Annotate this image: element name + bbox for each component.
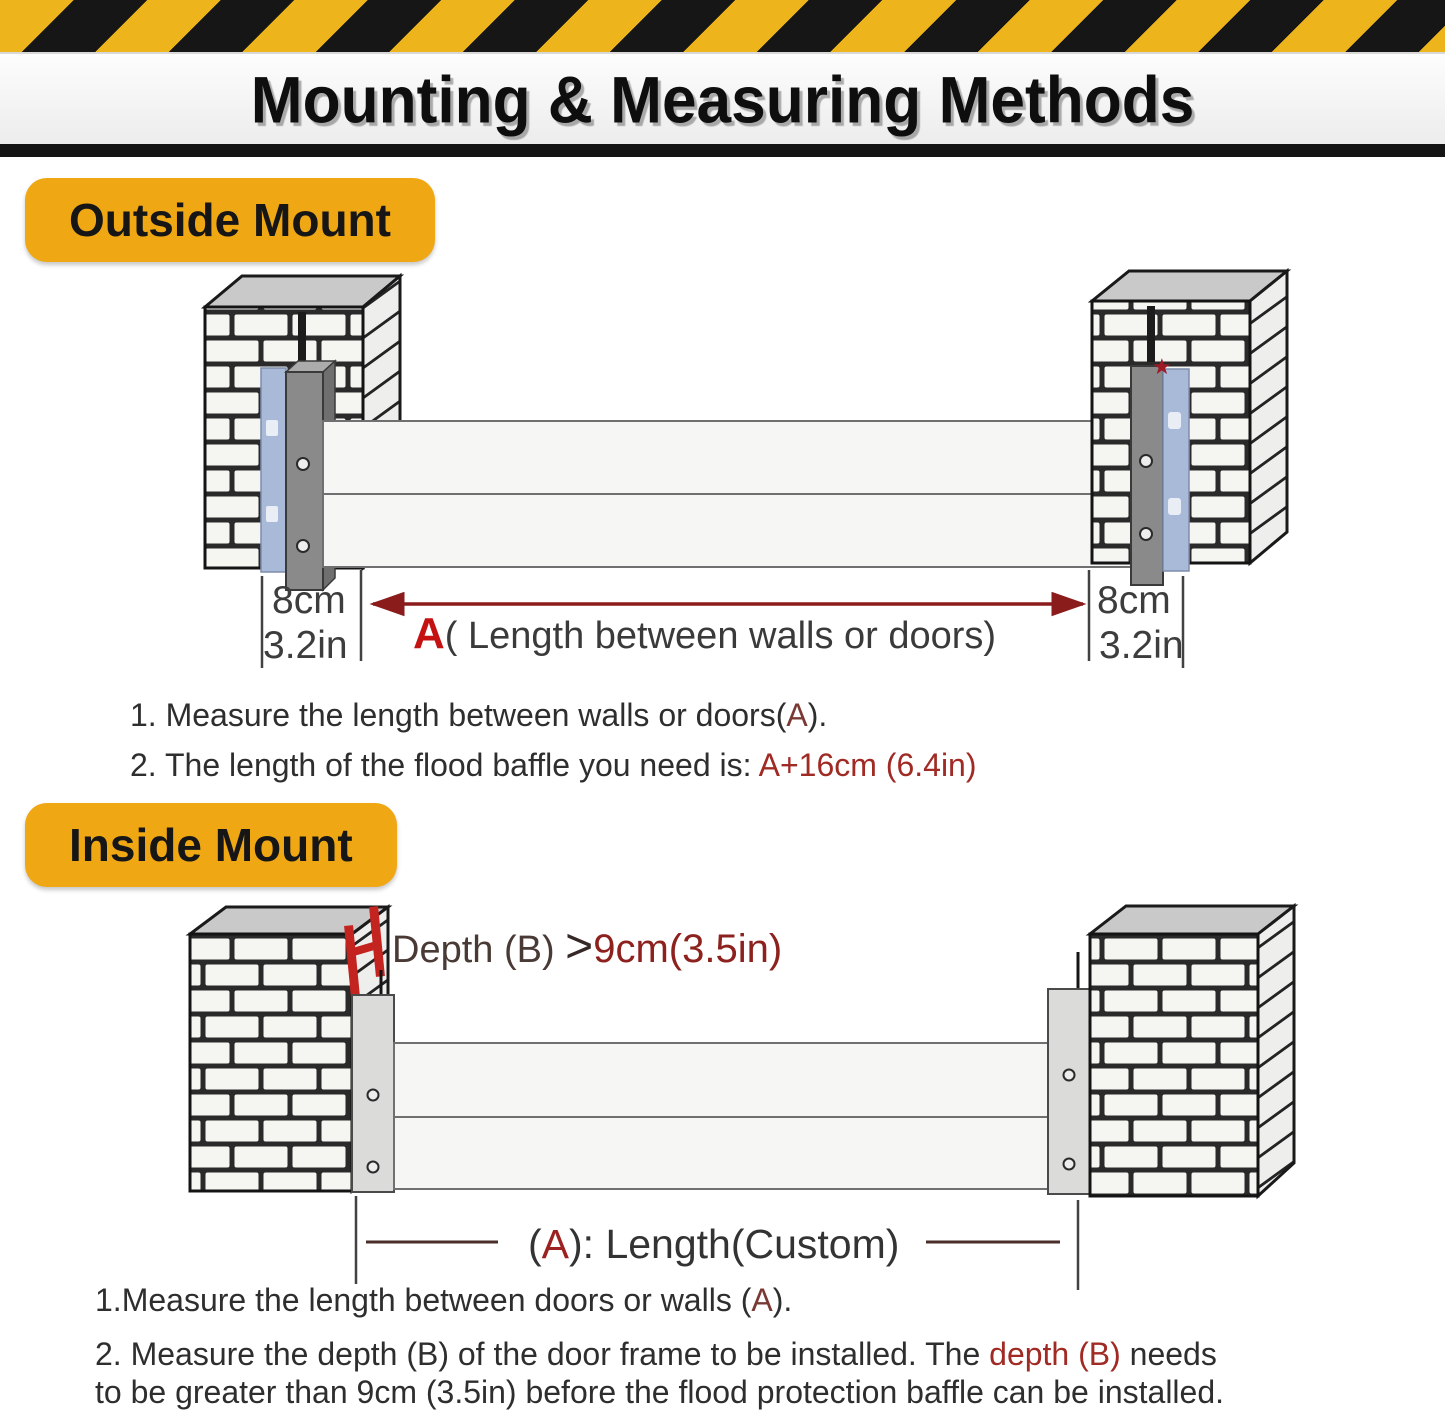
seal-mark — [1168, 412, 1181, 429]
screw-hole — [297, 458, 309, 470]
barrier-board-bottom — [323, 494, 1133, 567]
barrier-board-top — [323, 421, 1133, 494]
outside-mount-badge: Outside Mount — [25, 178, 435, 262]
bracket-rail — [349, 930, 355, 992]
outside-step-1: 1. Measure the length between walls or doors(A). — [130, 697, 828, 733]
pillar-side-face — [1250, 271, 1287, 563]
page-title: Mounting & Measuring Methods — [250, 63, 1195, 137]
screw-hole — [1140, 455, 1152, 467]
inside-right-channel — [1048, 952, 1090, 1194]
inside-left-channel — [352, 995, 394, 1192]
inside-measurements — [356, 1196, 1078, 1290]
screw-hole — [368, 1162, 379, 1173]
inside-step-1: 1.Measure the length between doors or walls (A). — [95, 1282, 793, 1318]
red-star-marker-icon: ★ — [1152, 354, 1172, 379]
left-offset-cm: 8cm — [272, 579, 346, 622]
header-divider — [0, 144, 1445, 157]
outside-instructions — [130, 690, 977, 790]
seal-strip — [261, 368, 286, 572]
inside-step-2: 2. Measure the depth (B) of the door frame to be installed. The depth (B) needs to be greater than 9cm (3.5in) before the flood protection baffle can be installed. — [95, 1336, 1225, 1410]
inside-mount-badge: Inside Mount — [25, 803, 397, 887]
right-offset-inch: 3.2in — [1099, 624, 1184, 667]
hazard-stripe-banner — [0, 0, 1445, 52]
outside-mount-diagram — [0, 262, 1445, 672]
inside-right-pillar — [1090, 906, 1294, 1196]
screw-hole — [1064, 1070, 1075, 1081]
title-band — [0, 52, 1445, 146]
length-a-label: A( Length between walls or doors) — [413, 609, 997, 658]
outside-step-2: 2. The length of the flood baffle you need is: A+16cm (6.4in) — [130, 747, 977, 783]
pillar-front-face — [1090, 934, 1258, 1196]
barrier-board-top — [394, 1043, 1048, 1117]
seal-mark — [1168, 498, 1181, 515]
inside-instructions — [95, 1282, 1224, 1411]
inside-mount-diagram — [0, 896, 1445, 1294]
outside-barrier-boards — [323, 421, 1133, 567]
depth-note: Depth (B) >9cm(3.5in) — [392, 920, 783, 973]
screw-hole — [1140, 528, 1152, 540]
channel-front — [286, 372, 323, 590]
outside-right-channel — [1131, 354, 1189, 585]
left-offset-inch: 3.2in — [263, 624, 348, 667]
channel-front — [1131, 366, 1163, 585]
screw-hole — [1064, 1159, 1075, 1170]
length-custom-label: (A): Length(Custom) — [528, 1221, 900, 1267]
inside-barrier-boards — [394, 1043, 1048, 1189]
screw-hole — [368, 1090, 379, 1101]
outside-measurements — [262, 570, 1184, 668]
screw-hole — [297, 540, 309, 552]
seal-mark — [266, 506, 278, 522]
right-offset-cm: 8cm — [1097, 579, 1171, 622]
pillar-side-face — [1258, 906, 1294, 1196]
seal-mark — [266, 420, 278, 436]
barrier-board-bottom — [394, 1117, 1048, 1189]
pillar-front-face — [190, 934, 352, 1191]
seal-strip — [1163, 369, 1189, 571]
